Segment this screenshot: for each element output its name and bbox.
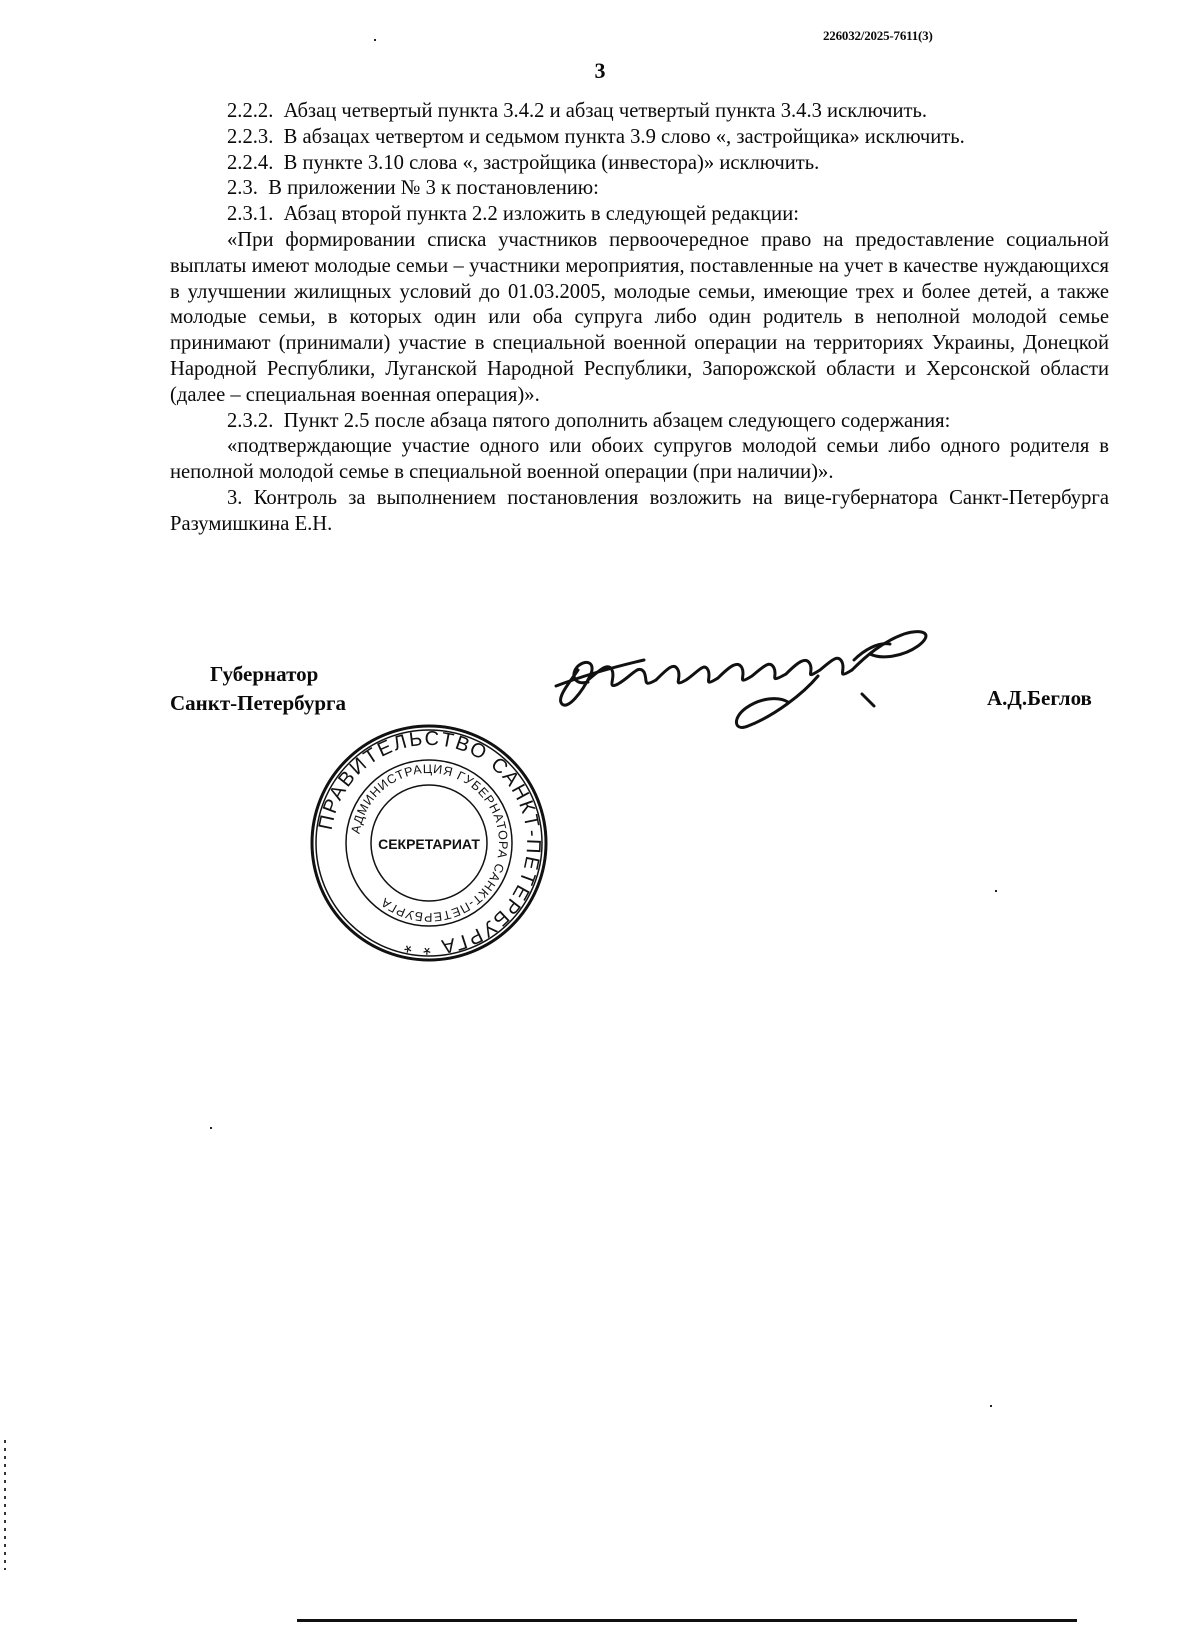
svg-text:ПРАВИТЕЛЬСТВО САНКТ-ПЕТЕРБУРГА: ПРАВИТЕЛЬСТВО САНКТ-ПЕТЕРБУРГА * *: [314, 727, 545, 959]
paragraph-2-3-1: 2.3.1. Абзац второй пункта 2.2 изложить в следующей редакции:: [227, 203, 799, 226]
svg-text:СЕКРЕТАРИАТ: СЕКРЕТАРИАТ: [378, 836, 480, 852]
page-number: 3: [594, 58, 606, 83]
scan-artifact-edge: [4, 1440, 6, 1570]
signatory-title-line2: Санкт-Петербурга: [170, 691, 347, 715]
scan-artifact-dot: [995, 890, 997, 892]
svg-text:АДМИНИСТРАЦИЯ ГУБЕРНАТОРА САНК: АДМИНИСТРАЦИЯ ГУБЕРНАТОРА САНКТ-ПЕТЕРБУРГА: [348, 761, 511, 925]
paragraph-2-2-4: 2.2.4. В пункте 3.10 слова «, застройщика (инвестора)» исключить.: [227, 151, 820, 174]
paragraph-3-control: 3. Контроль за выполнением постановления возложить на вице-губернатора Санкт-Петербурга Разумишкина Е.Н.: [170, 486, 1109, 535]
document-registration-number: 226032/2025-7611(3): [823, 28, 933, 43]
scan-artifact-dot: [990, 1405, 992, 1407]
document-body: [170, 99, 1109, 538]
signatory-name: А.Д.Беглов: [987, 686, 1092, 710]
scan-bottom-edge-line: [297, 1619, 1077, 1622]
quoted-paragraph-2-5: «подтверждающие участие одного или обоих супругов молодой семьи либо одного родителя в неполной молодой семье в специальной военной операции (при наличии)».: [170, 435, 1109, 484]
scan-artifact-dot: [210, 1127, 212, 1129]
signatory-title: [170, 660, 346, 718]
official-seal-stamp: [307, 721, 551, 970]
signatory-title-line1: Губернатор: [210, 662, 319, 686]
scan-artifact-dot: [374, 39, 376, 41]
paragraph-2-2-2: 2.2.2. Абзац четвертый пункта 3.4.2 и абзац четвертый пункта 3.4.3 исключить.: [227, 100, 928, 122]
handwritten-signature: [548, 620, 968, 755]
quoted-paragraph-2-2: «При формировании списка участников первоочередное право на предоставление социальной выплаты имеют молодые семьи – участники мероприятия, поставленные на учет в качестве нуждающихся в улучшении жилищных условий до 01.03.2005, молодые семьи, имеющие трех и более детей, а также молодые семьи, в которых один или оба супруга либо один родитель в неполной молодой семье принимают (принимали) участие в специальной военной операции на территориях Украины, Донецкой Народной Республики, Луганской Народной Республики, Запорожской области и Херсонской области (далее – специальная военная операция)».: [170, 228, 1109, 406]
paragraph-2-2-3: 2.2.3. В абзацах четвертом и седьмом пункта 3.9 слово «, застройщика» исключить.: [227, 125, 965, 148]
paragraph-2-3-2: 2.3.2. Пункт 2.5 после абзаца пятого дополнить абзацем следующего содержания:: [227, 409, 951, 432]
paragraph-2-3: 2.3. В приложении № 3 к постановлению:: [227, 177, 599, 200]
